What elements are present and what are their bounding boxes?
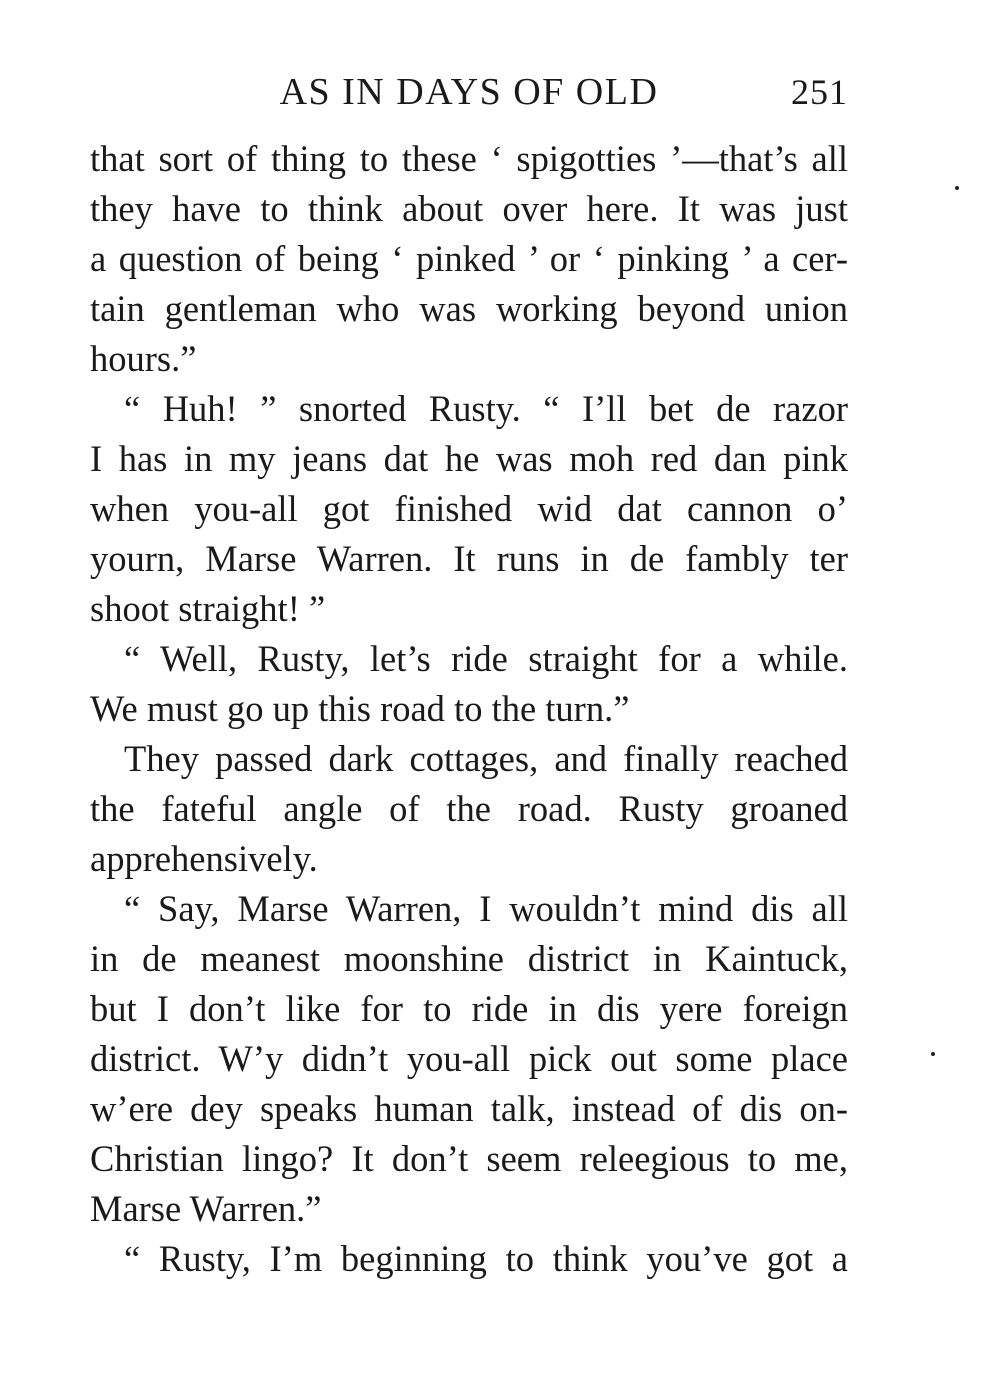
text-line: the fateful angle of the road. Rusty groaned: [90, 788, 848, 829]
scan-speck: [955, 186, 959, 190]
text-line: shoot straight! ”: [90, 588, 326, 629]
body-text: [90, 134, 848, 1284]
text-line: We must go up this road to the turn.”: [90, 688, 630, 729]
text-line: they have to think about over here. It was just: [90, 188, 848, 229]
text-line: in de meanest moonshine district in Kaintuck,: [90, 938, 848, 979]
text-line: Marse Warren.”: [90, 1188, 322, 1229]
text-line: “ Say, Marse Warren, I wouldn’t mind dis all: [124, 888, 848, 929]
text-line: but I don’t like for to ride in dis yere foreign: [90, 988, 848, 1029]
text-line: district. W’y didn’t you-all pick out some place: [90, 1038, 848, 1079]
text-line: yourn, Marse Warren. It runs in de fambly ter: [90, 538, 848, 579]
text-line: hours.”: [90, 338, 197, 379]
text-line: “ Huh! ” snorted Rusty. “ I’ll bet de razor: [124, 388, 848, 429]
running-title: AS IN DAYS OF OLD: [279, 71, 659, 113]
text-line: “ Well, Rusty, let’s ride straight for a while.: [124, 638, 848, 679]
text-line: a question of being ‘ pinked ’ or ‘ pinking ’ a cer-: [90, 238, 848, 279]
text-line: apprehensively.: [90, 838, 318, 879]
text-line: Christian lingo? It don’t seem releegious to me,: [90, 1138, 848, 1179]
text-line: w’ere dey speaks human talk, instead of dis on-: [90, 1088, 848, 1129]
text-line: I has in my jeans dat he was moh red dan pink: [90, 438, 848, 479]
text-line: “ Rusty, I’m beginning to think you’ve got a: [124, 1238, 848, 1279]
running-head: [90, 64, 848, 120]
scan-speck: [931, 1052, 935, 1056]
page-number: 251: [791, 72, 848, 112]
text-line: when you-all got finished wid dat cannon o’: [90, 488, 848, 529]
text-line: They passed dark cottages, and finally reached: [124, 738, 848, 779]
text-line: that sort of thing to these ‘ spigotties ’—that’s all: [90, 138, 848, 179]
text-line: tain gentleman who was working beyond union: [90, 288, 848, 329]
